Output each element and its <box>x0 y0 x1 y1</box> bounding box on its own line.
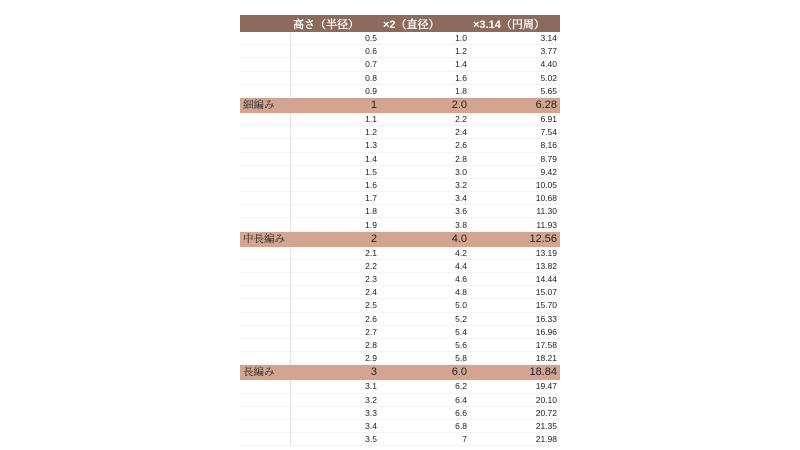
cell-height[interactable]: 2.6 <box>290 312 380 325</box>
header-row <box>240 15 560 32</box>
cell-diameter[interactable]: 5.0 <box>380 299 470 312</box>
cell-circumference[interactable]: 3.14 <box>470 32 560 45</box>
cell-diameter[interactable]: 1.8 <box>380 84 470 97</box>
cell-label[interactable] <box>240 299 290 312</box>
header-cell-label[interactable] <box>240 15 290 32</box>
cell-height[interactable]: 3.4 <box>290 419 380 432</box>
cell-circumference[interactable]: 5.02 <box>470 71 560 84</box>
cell-diameter[interactable]: 2.4 <box>380 126 470 139</box>
cell-height[interactable]: 3.5 <box>290 433 380 446</box>
cell-circumference[interactable]: 21.35 <box>470 419 560 432</box>
table-row <box>240 433 560 446</box>
table-row <box>240 84 560 97</box>
cell-diameter[interactable]: 3.0 <box>380 165 470 178</box>
cell-label[interactable] <box>240 178 290 191</box>
spreadsheet <box>240 15 560 446</box>
cell-label[interactable] <box>240 259 290 272</box>
table-row <box>240 165 560 178</box>
cell-circumference[interactable]: 18.21 <box>470 352 560 365</box>
cell-label[interactable] <box>240 205 290 218</box>
cell-diameter[interactable]: 1.0 <box>380 32 470 45</box>
cell-circumference[interactable]: 8.79 <box>470 152 560 165</box>
cell-diameter[interactable]: 4.2 <box>380 247 470 260</box>
table-row <box>240 312 560 325</box>
header-cell-height[interactable]: 高さ（半径） <box>290 15 380 32</box>
cell-diameter[interactable]: 4.0 <box>380 231 470 247</box>
table-row <box>240 247 560 260</box>
table-row <box>240 218 560 231</box>
cell-height[interactable]: 2 <box>290 231 380 247</box>
cell-label[interactable] <box>240 325 290 338</box>
cell-circumference[interactable]: 17.58 <box>470 338 560 351</box>
cell-label[interactable] <box>240 192 290 205</box>
cell-diameter[interactable]: 5.6 <box>380 338 470 351</box>
cell-diameter[interactable]: 5.2 <box>380 312 470 325</box>
table-row <box>240 139 560 152</box>
cell-label[interactable] <box>240 247 290 260</box>
cell-height[interactable]: 2.2 <box>290 259 380 272</box>
cell-diameter[interactable]: 7 <box>380 433 470 446</box>
table-row <box>240 58 560 71</box>
header-cell-circumference[interactable]: ×3.14（円周） <box>470 15 560 32</box>
cell-circumference[interactable]: 8.16 <box>470 139 560 152</box>
table-row <box>240 126 560 139</box>
cell-height[interactable]: 0.7 <box>290 58 380 71</box>
cell-diameter[interactable]: 6.4 <box>380 393 470 406</box>
cell-circumference[interactable]: 11.93 <box>470 218 560 231</box>
cell-height[interactable]: 2.5 <box>290 299 380 312</box>
cell-height[interactable]: 1.3 <box>290 139 380 152</box>
cell-diameter[interactable]: 5.8 <box>380 352 470 365</box>
cell-label[interactable] <box>240 45 290 58</box>
cell-circumference[interactable]: 20.10 <box>470 393 560 406</box>
cell-circumference[interactable]: 19.47 <box>470 380 560 393</box>
cell-label[interactable] <box>240 71 290 84</box>
cell-height[interactable]: 3.3 <box>290 406 380 419</box>
cell-label[interactable]: 長編み <box>240 365 290 381</box>
cell-label[interactable] <box>240 312 290 325</box>
table-row <box>240 205 560 218</box>
cell-circumference[interactable]: 3.77 <box>470 45 560 58</box>
cell-diameter[interactable]: 4.8 <box>380 286 470 299</box>
cell-height[interactable]: 0.5 <box>290 32 380 45</box>
cell-label[interactable] <box>240 352 290 365</box>
cell-label[interactable] <box>240 139 290 152</box>
cell-label[interactable] <box>240 433 290 446</box>
cell-label[interactable] <box>240 419 290 432</box>
cell-diameter[interactable]: 4.6 <box>380 273 470 286</box>
table-row <box>240 113 560 126</box>
cell-circumference[interactable]: 21.98 <box>470 433 560 446</box>
cell-circumference[interactable]: 7.54 <box>470 126 560 139</box>
cell-circumference[interactable]: 18.84 <box>470 365 560 381</box>
cell-diameter[interactable]: 3.8 <box>380 218 470 231</box>
cell-diameter[interactable]: 6.6 <box>380 406 470 419</box>
cell-label[interactable] <box>240 32 290 45</box>
cell-height[interactable]: 1.4 <box>290 152 380 165</box>
cell-circumference[interactable]: 20.72 <box>470 406 560 419</box>
cell-diameter[interactable]: 2.0 <box>380 97 470 113</box>
cell-height[interactable]: 0.8 <box>290 71 380 84</box>
cell-height[interactable]: 3.2 <box>290 393 380 406</box>
cell-height[interactable]: 2.8 <box>290 338 380 351</box>
cell-label[interactable] <box>240 273 290 286</box>
cell-circumference[interactable]: 16.96 <box>470 325 560 338</box>
cell-circumference[interactable]: 4.40 <box>470 58 560 71</box>
cell-label[interactable] <box>240 286 290 299</box>
cell-circumference[interactable]: 12.56 <box>470 231 560 247</box>
cell-diameter[interactable]: 1.2 <box>380 45 470 58</box>
cell-height[interactable]: 2.7 <box>290 325 380 338</box>
cell-height[interactable]: 1.9 <box>290 218 380 231</box>
table-row <box>240 393 560 406</box>
cell-circumference[interactable]: 6.28 <box>470 97 560 113</box>
highlight-row <box>240 231 560 247</box>
cell-height[interactable]: 3.1 <box>290 380 380 393</box>
cell-diameter[interactable]: 6.2 <box>380 380 470 393</box>
cell-label[interactable] <box>240 393 290 406</box>
cell-circumference[interactable]: 13.19 <box>470 247 560 260</box>
table-row <box>240 152 560 165</box>
cell-diameter[interactable]: 5.4 <box>380 325 470 338</box>
cell-diameter[interactable]: 1.4 <box>380 58 470 71</box>
cell-circumference[interactable]: 5.65 <box>470 84 560 97</box>
cell-diameter[interactable]: 2.2 <box>380 113 470 126</box>
cell-diameter[interactable]: 3.2 <box>380 178 470 191</box>
cell-circumference[interactable]: 13.82 <box>470 259 560 272</box>
cell-circumference[interactable]: 15.07 <box>470 286 560 299</box>
table-row <box>240 192 560 205</box>
cell-height[interactable]: 2.3 <box>290 273 380 286</box>
cell-height[interactable]: 2.9 <box>290 352 380 365</box>
cell-height[interactable]: 1.1 <box>290 113 380 126</box>
cell-label[interactable] <box>240 113 290 126</box>
table-row <box>240 286 560 299</box>
cell-diameter[interactable]: 3.4 <box>380 192 470 205</box>
cell-height[interactable]: 1 <box>290 97 380 113</box>
table-row <box>240 273 560 286</box>
cell-diameter[interactable]: 1.6 <box>380 71 470 84</box>
highlight-row <box>240 365 560 381</box>
table-row <box>240 299 560 312</box>
table-row <box>240 32 560 45</box>
cell-diameter[interactable]: 3.6 <box>380 205 470 218</box>
cell-height[interactable]: 1.6 <box>290 178 380 191</box>
cell-height[interactable]: 1.5 <box>290 165 380 178</box>
table-row <box>240 406 560 419</box>
cell-circumference[interactable]: 16.33 <box>470 312 560 325</box>
table-row <box>240 338 560 351</box>
cell-label[interactable] <box>240 380 290 393</box>
cell-circumference[interactable]: 11.30 <box>470 205 560 218</box>
highlight-row <box>240 97 560 113</box>
table-body <box>240 32 560 446</box>
cell-circumference[interactable]: 14.44 <box>470 273 560 286</box>
cell-label[interactable] <box>240 152 290 165</box>
cell-height[interactable]: 0.6 <box>290 45 380 58</box>
cell-height[interactable]: 1.8 <box>290 205 380 218</box>
cell-height[interactable]: 2.4 <box>290 286 380 299</box>
cell-circumference[interactable]: 6.91 <box>470 113 560 126</box>
cell-circumference[interactable]: 10.68 <box>470 192 560 205</box>
cell-height[interactable]: 0.9 <box>290 84 380 97</box>
cell-label[interactable]: 細編み <box>240 97 290 113</box>
cell-label[interactable] <box>240 165 290 178</box>
cell-diameter[interactable]: 2.8 <box>380 152 470 165</box>
table-row <box>240 71 560 84</box>
table-row <box>240 419 560 432</box>
header-cell-diameter[interactable]: ×2（直径） <box>380 15 470 32</box>
cell-label[interactable] <box>240 58 290 71</box>
table-row <box>240 380 560 393</box>
cell-diameter[interactable]: 6.8 <box>380 419 470 432</box>
cell-circumference[interactable]: 15.70 <box>470 299 560 312</box>
cell-label[interactable] <box>240 84 290 97</box>
table-row <box>240 178 560 191</box>
circumference-table <box>240 15 560 446</box>
cell-label[interactable] <box>240 218 290 231</box>
table-row <box>240 45 560 58</box>
cell-height[interactable]: 2.1 <box>290 247 380 260</box>
cell-height[interactable]: 1.2 <box>290 126 380 139</box>
cell-diameter[interactable]: 6.0 <box>380 365 470 381</box>
cell-label[interactable] <box>240 126 290 139</box>
cell-label[interactable] <box>240 406 290 419</box>
cell-diameter[interactable]: 2.6 <box>380 139 470 152</box>
table-row <box>240 325 560 338</box>
cell-height[interactable]: 1.7 <box>290 192 380 205</box>
cell-label[interactable]: 中長編み <box>240 231 290 247</box>
table-row <box>240 352 560 365</box>
cell-circumference[interactable]: 9.42 <box>470 165 560 178</box>
cell-circumference[interactable]: 10.05 <box>470 178 560 191</box>
cell-diameter[interactable]: 4.4 <box>380 259 470 272</box>
cell-label[interactable] <box>240 338 290 351</box>
table-row <box>240 259 560 272</box>
cell-height[interactable]: 3 <box>290 365 380 381</box>
